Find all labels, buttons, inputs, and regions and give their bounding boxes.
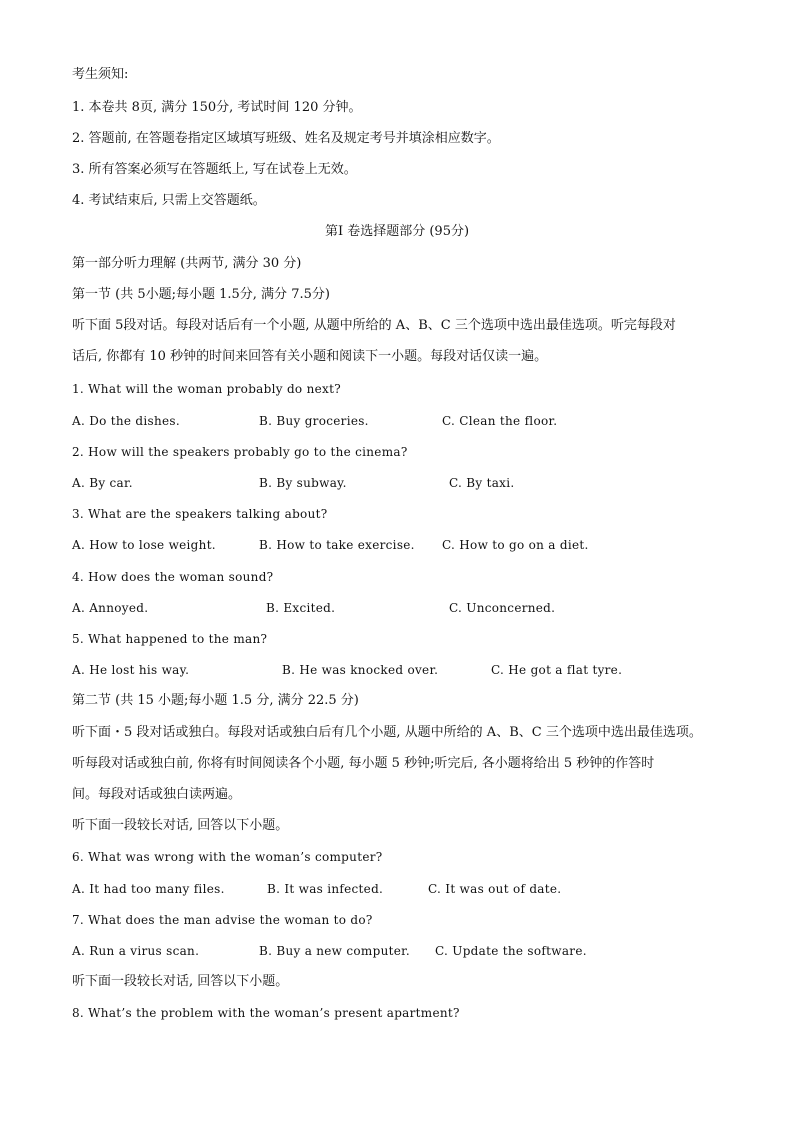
q7-option-c: C. Update the software.: [435, 944, 587, 958]
section1-instruction-2: 话后, 你都有 10 秒钟的时间来回答有关小题和阅读下一小题。每段对话仅读一遍。: [72, 349, 548, 364]
section1-title: 第一节 (共 5小题;每小题 1.5分, 满分 7.5分): [72, 287, 330, 302]
q2-option-c: C. By taxi.: [449, 476, 515, 490]
q2-option-b: B. By subway.: [259, 476, 347, 490]
q1-option-a: A. Do the dishes.: [72, 414, 181, 428]
q7-option-a: A. Run a virus scan.: [72, 944, 200, 958]
q5-option-b: B. He was knocked over.: [282, 663, 439, 677]
question-6: 6. What was wrong with the woman’s computer?: [72, 850, 383, 864]
question-2: 2. How will the speakers probably go to the cinema?: [72, 445, 408, 459]
q1-option-c: C. Clean the floor.: [442, 414, 558, 428]
q4-option-a: A. Annoyed.: [72, 601, 149, 615]
section2-lead-1: 听下面一段较长对话, 回答以下小题。: [72, 818, 289, 833]
section1-instruction-1: 听下面 5段对话。每段对话后有一个小题, 从题中所给的 A、B、C 三个选项中选出最佳选项。听完每段对: [72, 318, 676, 333]
question-7: 7. What does the man advise the woman to do?: [72, 913, 373, 927]
question-3: 3. What are the speakers talking about?: [72, 507, 328, 521]
question-8: 8. What’s the problem with the woman’s present apartment?: [72, 1006, 460, 1020]
q6-option-b: B. It was infected.: [267, 882, 384, 896]
section2-title: 第二节 (共 15 小题;每小题 1.5 分, 满分 22.5 分): [72, 693, 359, 708]
q4-option-c: C. Unconcerned.: [449, 601, 556, 615]
notice-item-1: 1. 本卷共 8页, 满分 150分, 考试时间 120 分钟。: [72, 100, 362, 115]
q5-option-c: C. He got a flat tyre.: [491, 663, 623, 677]
notice-item-4: 4. 考试结束后, 只需上交答题纸。: [72, 193, 266, 208]
question-1: 1. What will the woman probably do next?: [72, 382, 341, 396]
q2-option-a: A. By car.: [72, 476, 133, 490]
q6-option-c: C. It was out of date.: [428, 882, 562, 896]
q5-option-a: A. He lost his way.: [72, 663, 190, 677]
notice-item-3: 3. 所有答案必须写在答题纸上, 写在试卷上无效。: [72, 162, 357, 177]
q3-option-c: C. How to go on a diet.: [442, 538, 589, 552]
q3-option-b: B. How to take exercise.: [259, 538, 415, 552]
q1-option-b: B. Buy groceries.: [259, 414, 369, 428]
section2-instruction-3: 间。每段对话或独白读两遍。: [72, 787, 242, 802]
question-5: 5. What happened to the man?: [72, 632, 268, 646]
q3-option-a: A. How to lose weight.: [72, 538, 216, 552]
part1-title: 第一部分听力理解 (共两节, 满分 30 分): [72, 256, 302, 271]
notice-item-2: 2. 答题前, 在答题卷指定区域填写班级、姓名及规定考号并填涂相应数字。: [72, 131, 500, 146]
question-4: 4. How does the woman sound?: [72, 570, 274, 584]
volume-title: 第Ⅰ 卷选择题部分 (95分): [324, 224, 470, 239]
q7-option-b: B. Buy a new computer.: [259, 944, 410, 958]
notice-heading: 考生须知:: [72, 67, 129, 82]
section2-instruction-1: 听下面・5 段对话或独白。每段对话或独白后有几个小题, 从题中所给的 A、B、C 三个选项中选出最佳选项。: [72, 725, 702, 740]
q4-option-b: B. Excited.: [266, 601, 336, 615]
q6-option-a: A. It had too many files.: [72, 882, 225, 896]
section2-instruction-2: 听每段对话或独白前, 你将有时间阅读各个小题, 每小题 5 秒钟;听完后, 各小题将给出 5 秒钟的作答时: [72, 756, 655, 771]
section2-lead-2: 听下面一段较长对话, 回答以下小题。: [72, 974, 289, 989]
